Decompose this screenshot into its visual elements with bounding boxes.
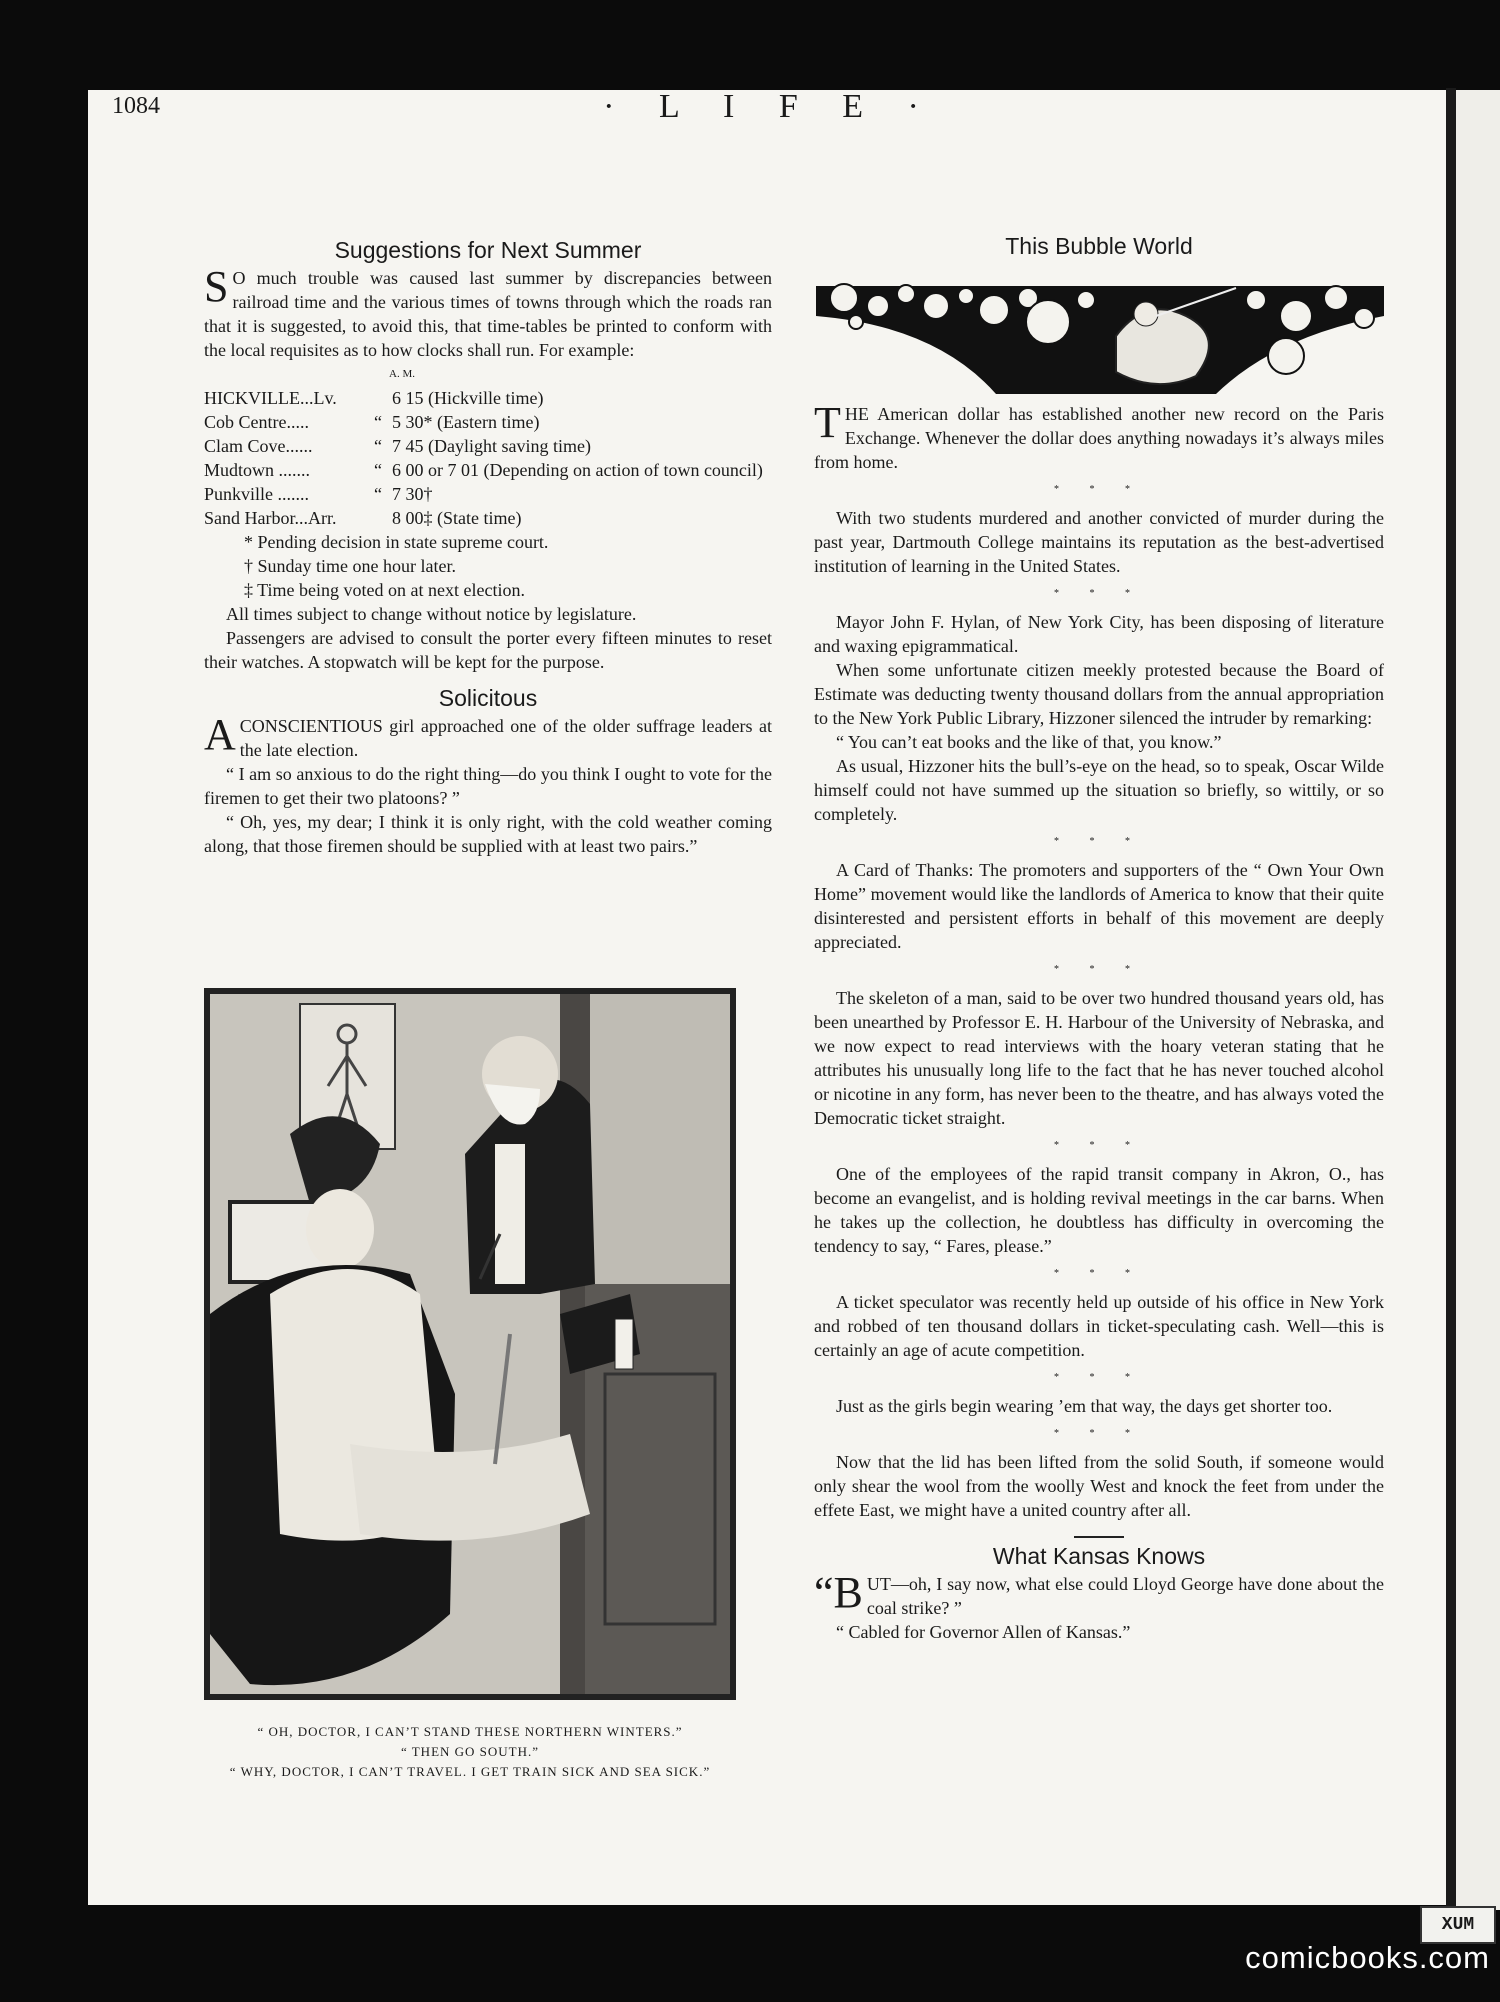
- bubble-p12: Now that the lid has been lifted from the solid South, if someone would only shear the wool from the woolly West and knock the feet from under the effete East, we might have a united country after all.: [814, 1452, 1384, 1520]
- table-row: Sand Harbor...Arr. 8 00‡ (State time): [204, 508, 522, 528]
- article-title-suggestions: Suggestions for Next Summer: [334, 237, 642, 263]
- table-row: Clam Cove...... “ 7 45 (Daylight saving time): [204, 436, 591, 456]
- divider-rule: [1074, 1536, 1124, 1538]
- masthead: · L I F E ·: [603, 88, 937, 125]
- article-title-kansas: What Kansas Knows: [992, 1543, 1206, 1569]
- kansas-p1: “BUT—oh, I say now, what else could Lloyd George have done about the coal strike? ”: [814, 1568, 1384, 1618]
- caption-line: “ THEN GO SOUTH.”: [400, 1744, 540, 1759]
- bubble-p5: “ You can’t eat books and the like of that, you know.”: [836, 732, 1222, 752]
- bubble-p8: The skeleton of a man, said to be over two hundred thousand years old, has been unearthed by Professor E. H. Harbour of the University of Nebraska, and we now expect to read interviews with the hoary veteran stating that he attributes his unusually long life to the fact that he has never touched alcohol or nicotine in any form, has never been to the theatre, and has always voted the Democratic ticket straight.: [814, 988, 1384, 1128]
- right-column: [814, 234, 1384, 1644]
- bubble-p2: With two students murdered and another convicted of murder during the past year, Dartmouth College maintains its reputation as the best-advertised institution of learning in the United States.: [814, 508, 1384, 576]
- adjacent-page-strip: [1456, 90, 1500, 1910]
- caption-line: “ OH, DOCTOR, I CAN’T STAND THESE NORTHERN WINTERS.”: [257, 1724, 683, 1739]
- cartoon-caption: [204, 1722, 736, 1782]
- drop-cap: A: [204, 710, 236, 759]
- solicitous-p3: “ Oh, yes, my dear; I think it is only right, with the cold weather coming along, that those firemen should be supplied with at least two pairs.”: [204, 812, 772, 856]
- bubble-p10: A ticket speculator was recently held up outside of his office in New York and robbed of ten thousand dollars in ticket-speculating cash. Well—this is certainly an age of acute competition.: [814, 1292, 1384, 1360]
- table-row: HICKVILLE...Lv. 6 15 (Hickville time): [204, 388, 544, 408]
- source-badge: XUM: [1420, 1906, 1496, 1944]
- section-divider-stars: * * *: [1054, 836, 1144, 847]
- section-divider-stars: * * *: [1054, 964, 1144, 975]
- passengers-note: Passengers are advised to consult the porter every fifteen minutes to reset their watches. A stopwatch will be kept for the purpose.: [204, 628, 772, 672]
- bubble-p6: As usual, Hizzoner hits the bull’s-eye on the head, so to speak, Oscar Wilde himself could not have summed up the situation so briefly, so wittily, or so completely.: [814, 756, 1384, 824]
- section-divider-stars: * * *: [1054, 484, 1144, 495]
- table-row: Cob Centre..... “ 5 30* (Eastern time): [204, 412, 540, 432]
- times-change-note: All times subject to change without notice by legislature.: [226, 604, 637, 624]
- cartoon-illustration: [204, 988, 736, 1700]
- drop-cap: S: [204, 262, 229, 311]
- table-row: Punkville ....... “ 7 30†: [204, 484, 433, 504]
- drop-cap: “B: [814, 1568, 863, 1617]
- cartoon-drawing: [210, 994, 730, 1694]
- site-watermark: comicbooks.com: [1245, 1940, 1490, 1975]
- left-column: [204, 238, 772, 858]
- timetable-am-label: A. M.: [389, 368, 415, 380]
- doctor-patient-cartoon: [210, 994, 730, 1694]
- kansas-p2: “ Cabled for Governor Allen of Kansas.”: [836, 1622, 1131, 1642]
- bubble-p3: Mayor John F. Hylan, of New York City, has been disposing of literature and waxing epigrammatical.: [814, 612, 1384, 656]
- timetable: [204, 386, 772, 530]
- bubble-world-header-art: [816, 276, 1384, 394]
- page-number: 1084: [112, 93, 160, 119]
- section-divider-stars: * * *: [1054, 588, 1144, 599]
- table-row: Mudtown ....... “ 6 00 or 7 01 (Depending on action of town council): [204, 460, 763, 480]
- section-divider-stars: * * *: [1054, 1428, 1144, 1439]
- drop-cap: T: [814, 398, 841, 447]
- footnote: † Sunday time one hour later.: [244, 556, 456, 576]
- article-title-solicitous: Solicitous: [438, 685, 538, 711]
- solicitous-p2: “ I am so anxious to do the right thing—do you think I ought to vote for the firemen to get their two platoons? ”: [204, 764, 772, 808]
- bubble-p4: When some unfortunate citizen meekly protested because the Board of Estimate was deducting twenty thousand dollars from the annual appropriation to the New York Public Library, Hizzoner silenced the intruder by remarking:: [814, 660, 1384, 728]
- bubble-p7: A Card of Thanks: The promoters and supporters of the “ Own Your Own Home” movement would like the landlords of America to know that their quite disinterested and persistent efforts in behalf of this movement are deeply appreciated.: [814, 860, 1384, 952]
- bubble-p9: One of the employees of the rapid transit company in Akron, O., has become an evangelist, and is holding revival meetings in the car barns. When he takes up the collection, he doubtless has difficulty in overcoming the tendency to say, “ Fares, please.”: [814, 1164, 1384, 1256]
- footnote: * Pending decision in state supreme court.: [244, 532, 549, 552]
- bubbles-cherub-illustration: [816, 276, 1384, 394]
- section-divider-stars: * * *: [1054, 1372, 1144, 1383]
- section-divider-stars: * * *: [1054, 1268, 1144, 1279]
- bubble-p11: Just as the girls begin wearing ’em that way, the days get shorter too.: [836, 1396, 1333, 1416]
- suggestions-intro: S O much trouble was caused last summer by discrepancies between railroad time and the various times of towns through which the roads ran that it is suggested, to avoid this, that time-tables be printed to conform with the local requisites as to how clocks shall run. For example:: [204, 262, 772, 360]
- caption-line: “ WHY, DOCTOR, I CAN’T TRAVEL. I GET TRAIN SICK AND SEA SICK.”: [229, 1764, 711, 1779]
- footnote: ‡ Time being voted on at next election.: [244, 580, 525, 600]
- solicitous-p1: ACONSCIENTIOUS girl approached one of the older suffrage leaders at the late election.: [204, 710, 772, 760]
- section-divider-stars: * * *: [1054, 1140, 1144, 1151]
- adjacent-page-edge: [1446, 88, 1456, 1908]
- bubble-p1: THE American dollar has established another new record on the Paris Exchange. Whenever the dollar does anything nowadays it’s always miles from home.: [814, 398, 1384, 472]
- article-title-bubble-world: This Bubble World: [1005, 233, 1193, 259]
